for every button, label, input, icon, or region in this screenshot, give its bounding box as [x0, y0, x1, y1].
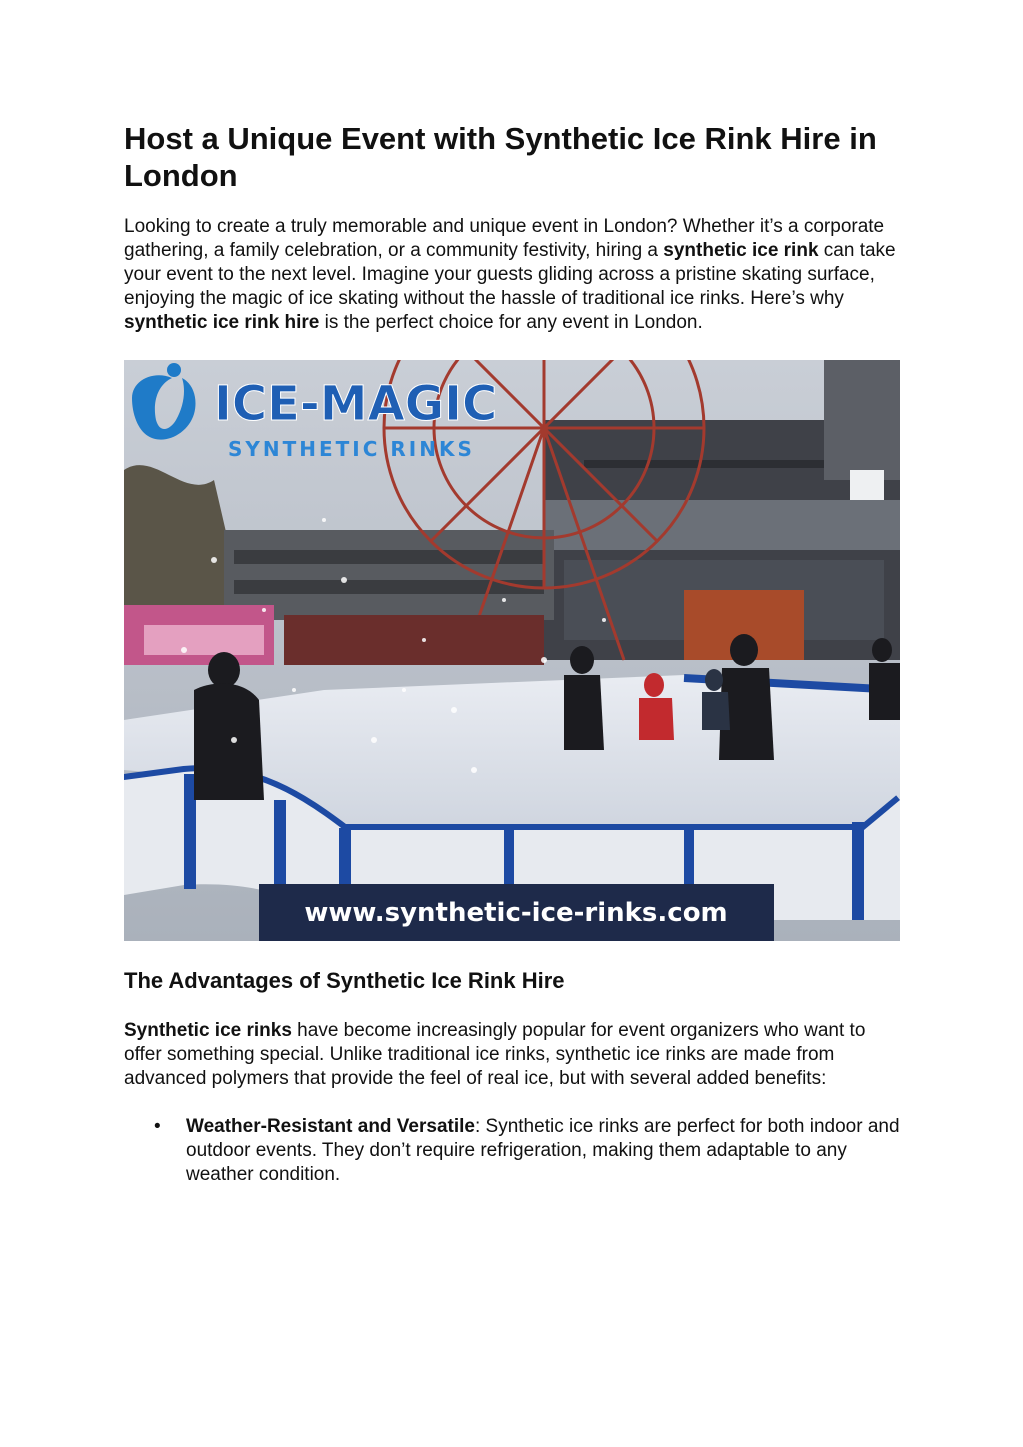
- intro-bold-2: synthetic ice rink hire: [124, 312, 320, 333]
- intro-text-1: Looking to create a truly memorable and unique event in London? Whether it’s a corporate gathering, a family celebration, or a community festivity, hiring a: [124, 216, 885, 261]
- section-paragraph: [124, 1019, 904, 1091]
- logo-title: ICE-MAGIC: [214, 376, 498, 432]
- section-bold: Synthetic ice rinks: [124, 1020, 292, 1041]
- section-text: have become increasingly popular for event organizers who want to offer something special. Unlike traditional ice rinks, synthetic ice rinks are made from advanced polymers that provide the feel of real ice, but with several added benefits:: [124, 1020, 866, 1089]
- logo-subtitle: SYNTHETIC RINKS: [228, 437, 475, 461]
- document-page: [124, 120, 904, 1187]
- list-item-title: Weather-Resistant and Versatile: [186, 1116, 475, 1137]
- ice-rink-photo: [124, 360, 900, 941]
- list-item: [124, 1115, 904, 1187]
- page-title: Host a Unique Event with Synthetic Ice Rink Hire in London: [124, 121, 877, 193]
- advantages-list: [124, 1115, 904, 1187]
- section-heading: The Advantages of Synthetic Ice Rink Hire: [124, 968, 565, 993]
- list-item-text: : Synthetic ice rinks are perfect for both indoor and outdoor events. They don’t require refrigeration, making them adaptable to any weather condition.: [186, 1116, 900, 1185]
- bullet-icon: •: [154, 1116, 161, 1137]
- intro-text-3: is the perfect choice for any event in London.: [319, 312, 703, 333]
- intro-paragraph: [124, 215, 904, 335]
- intro-text-2: can take your event to the next level. Imagine your guests gliding across a pristine skating surface, enjoying the magic of ice skating without the hassle of traditional ice rinks. Here’s why: [124, 240, 896, 309]
- website-url: www.synthetic-ice-rinks.com: [304, 898, 728, 928]
- intro-bold-1: synthetic ice rink: [663, 240, 819, 261]
